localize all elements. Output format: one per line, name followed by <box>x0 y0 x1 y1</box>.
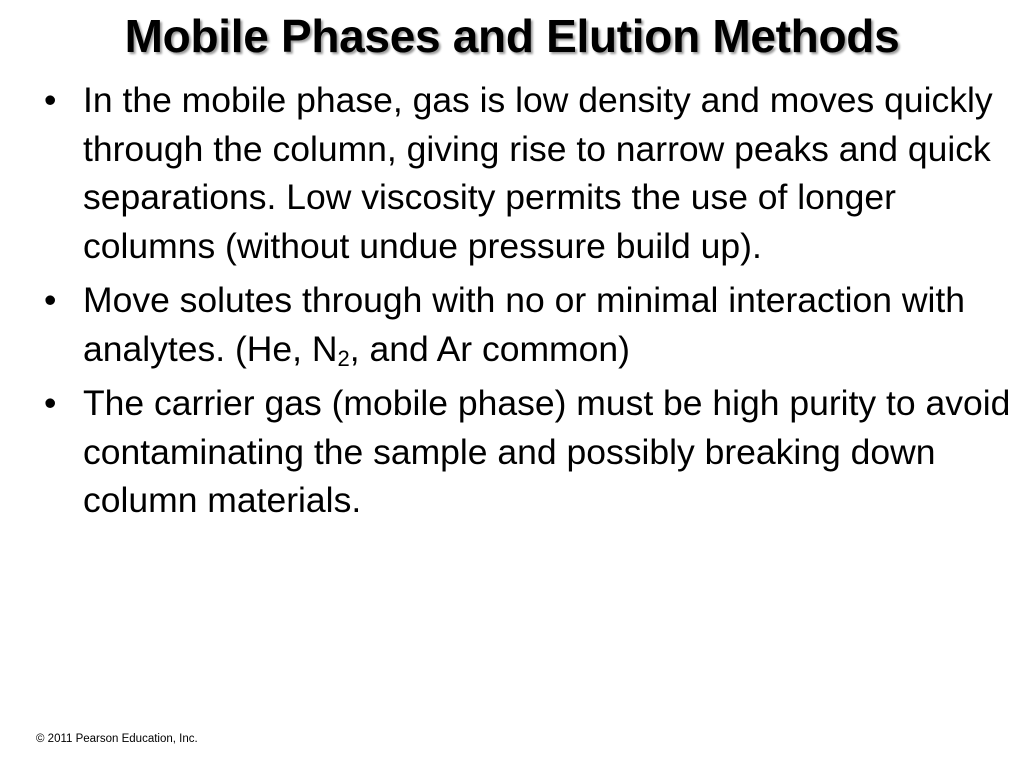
slide-title: Mobile Phases and Elution Methods <box>124 10 900 62</box>
bullet-item <box>38 76 1013 270</box>
bullet-text: The carrier gas (mobile phase) must be high purity to avoid contaminating the sample and possibly breaking down column materials. <box>83 383 1011 520</box>
copyright-footer: © 2011 Pearson Education, Inc. <box>36 733 198 745</box>
bullet-item <box>38 276 1013 373</box>
bullet-text-end: , and Ar common) <box>349 328 630 369</box>
subscript: 2 <box>337 345 350 371</box>
bullet-marker: • <box>44 383 57 423</box>
bullet-text-start: Move solutes through with no or minimal interaction with analytes. (He, N <box>83 280 965 369</box>
bullet-marker: • <box>44 280 57 320</box>
bullet-text: In the mobile phase, gas is low density and moves quickly through the column, giving rise to narrow peaks and quick separations. Low viscosity permits the use of longer columns (without undue pressure build up). <box>83 80 993 266</box>
bullet-marker: • <box>44 80 57 120</box>
bullet-text <box>83 280 965 369</box>
bullet-item <box>38 379 1013 525</box>
bullet-list <box>38 76 1013 531</box>
